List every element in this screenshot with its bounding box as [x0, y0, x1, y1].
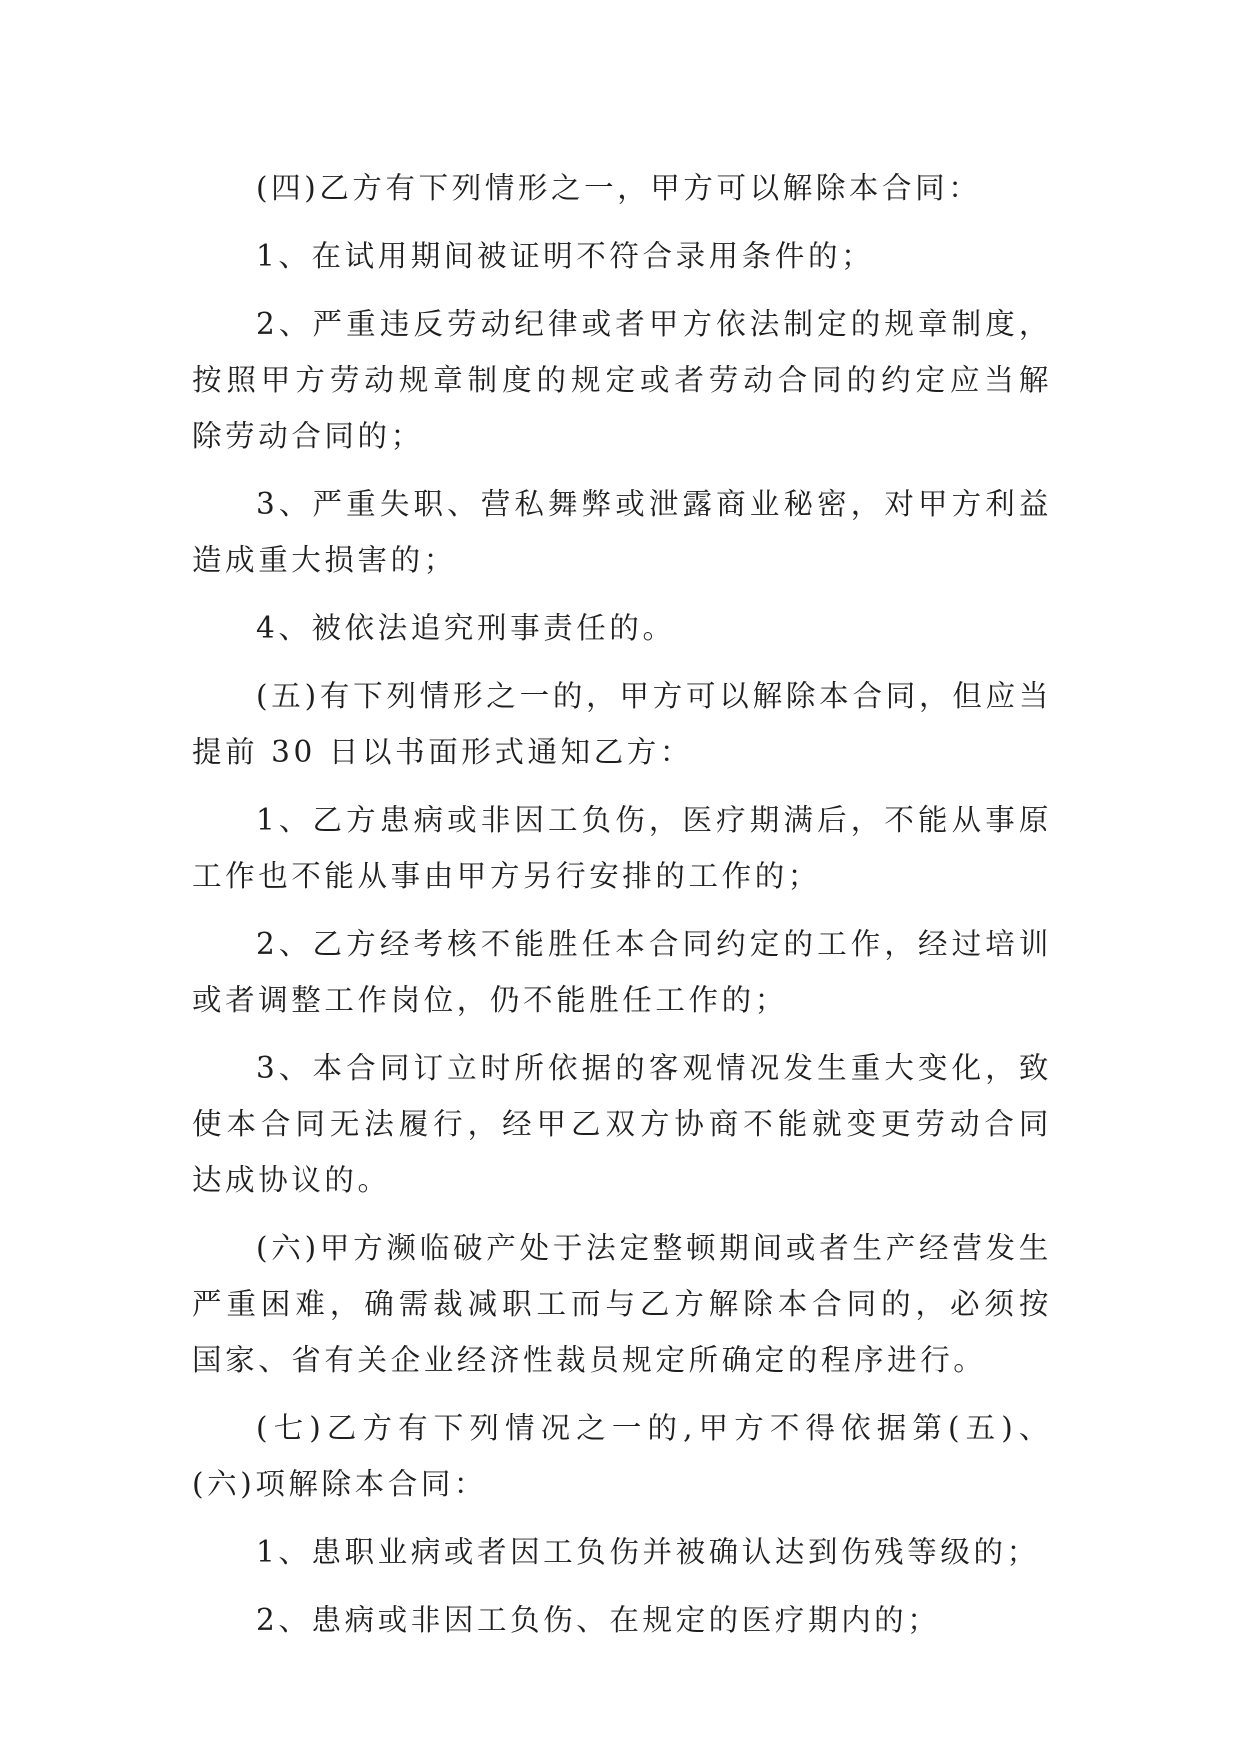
clause-7-item-1: 1、患职业病或者因工负伤并被确认达到伤残等级的； [256, 1535, 1040, 1569]
clause-4-heading: (四)乙方有下列情形之一，甲方可以解除本合同： [256, 171, 982, 205]
document-page [192, 160, 1052, 1660]
clause-6-heading: (六)甲方濒临破产处于法定整顿期间或者生产经营发生严重困难，确需裁减职工而与乙方解除本合同的，必须按国家、省有关企业经济性裁员规定所确定的程序进行。 [192, 1231, 1052, 1377]
clause-4-item-1: 1、在试用期间被证明不符合录用条件的； [256, 239, 875, 273]
clause-7-heading: (七)乙方有下列情况之一的,甲方不得依据第(五)、(六)项解除本合同： [192, 1411, 1052, 1501]
clause-4-item-3: 3、严重失职、营私舞弊或泄露商业秘密，对甲方利益造成重大损害的； [192, 487, 1052, 577]
clause-7-item-2: 2、患病或非因工负伤、在规定的医疗期内的； [256, 1603, 941, 1637]
clause-4-item-2: 2、严重违反劳动纪律或者甲方依法制定的规章制度，按照甲方劳动规章制度的规定或者劳动合同的约定应当解除劳动合同的； [192, 307, 1052, 453]
clause-5-heading: (五)有下列情形之一的，甲方可以解除本合同，但应当提前 30 日以书面形式通知乙方： [192, 679, 1052, 769]
clause-4-item-4: 4、被依法追究刑事责任的。 [256, 611, 676, 645]
clause-5-item-3: 3、本合同订立时所依据的客观情况发生重大变化，致使本合同无法履行，经甲乙双方协商不能就变更劳动合同达成协议的。 [192, 1051, 1052, 1197]
clause-5-item-2: 2、乙方经考核不能胜任本合同约定的工作，经过培训或者调整工作岗位，仍不能胜任工作的； [192, 927, 1052, 1017]
clause-5-item-1: 1、乙方患病或非因工负伤，医疗期满后，不能从事原工作也不能从事由甲方另行安排的工作的； [192, 803, 1052, 893]
